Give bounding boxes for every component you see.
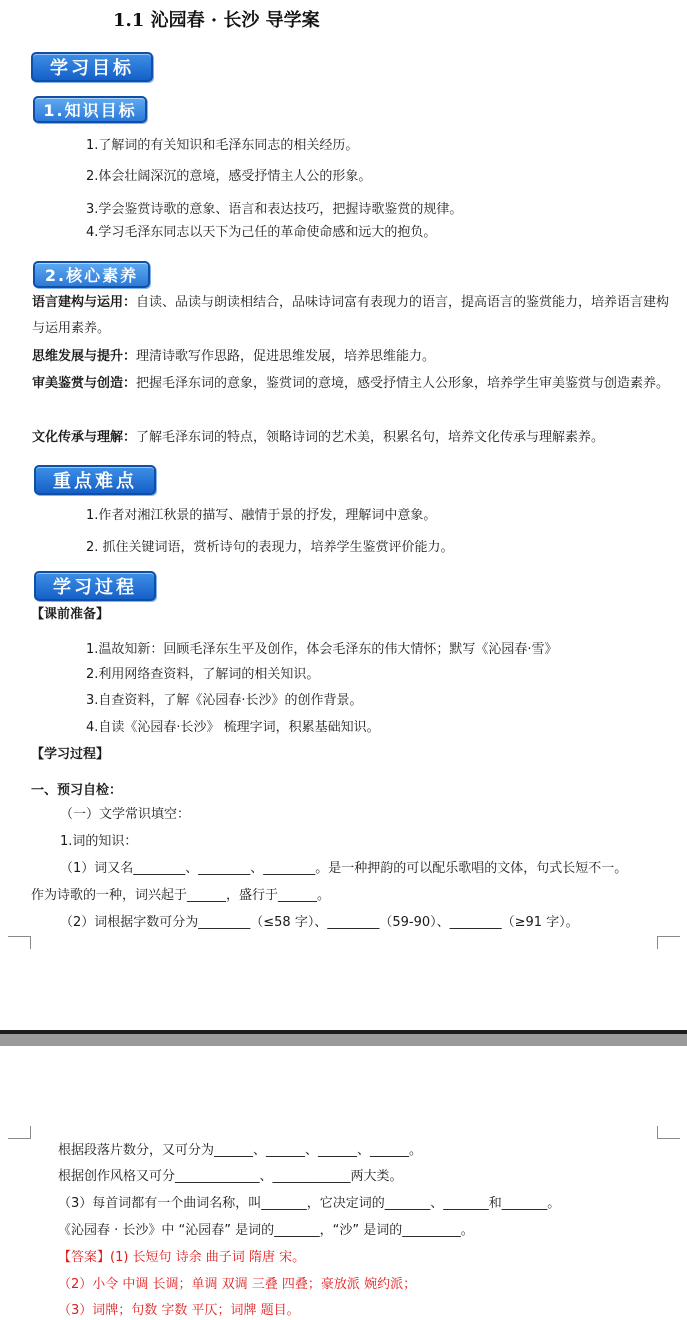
key-difficulties-badge: 重点难点: [34, 465, 156, 495]
core-item: [32, 425, 682, 451]
prep-item: 1.温故知新：回顾毛泽东生平及创作，体会毛泽东的伟大情怀；默写《沁园春·雪》: [86, 642, 558, 657]
question-line: （2）词根据字数可分为________（≤58 字）、________（59-90）、________（≥91 字）。: [60, 915, 579, 930]
question-line: （1）词又名________、________、________。是一种押韵的可以配乐歌唱的文体，句式长短不一。: [60, 861, 628, 876]
prep-item: 4.自读《沁园春·长沙》 梳理字词，积累基础知识。: [86, 720, 380, 735]
knowledge-item: 1.了解词的有关知识和毛泽东同志的相关经历。: [86, 138, 359, 153]
knowledge-item: 4.学习毛泽东同志以天下为己任的革命使命感和远大的抱负。: [86, 225, 437, 240]
knowledge-item: 3.学会鉴赏诗歌的意象、语言和表达技巧，把握诗歌鉴赏的规律。: [86, 202, 463, 217]
core-item-text: 理清诗歌写作思路，促进思维发展，培养思维能力。: [136, 349, 436, 364]
prep-item: 3.自查资料，了解《沁园春·长沙》的创作背景。: [86, 693, 363, 708]
core-item-label: 语言建构与运用：: [32, 295, 137, 310]
subheading: （一）文学常识填空：: [60, 807, 191, 822]
page-corner-mark: [657, 936, 680, 949]
prep-heading: 【课前准备】: [31, 607, 110, 622]
page-corner-mark: [657, 1126, 680, 1139]
core-item-label: 文化传承与理解：: [32, 430, 137, 445]
page-corner-mark: [8, 936, 31, 949]
core-item-text: 自读、品读与朗读相结合，品味诗词富有表现力的语言，提高语言的鉴赏能力，培养语言建构与运用素养。: [32, 295, 670, 336]
prep-item: 2.利用网络查资料，了解词的相关知识。: [86, 667, 320, 682]
page-title: 1.1 沁园春 · 长沙 导学案: [113, 10, 320, 31]
subheading: 1.词的知识：: [60, 834, 138, 849]
knowledge-item: 2.体会壮阔深沉的意境，感受抒情主人公的形象。: [86, 169, 372, 184]
core-item-label: 审美鉴赏与创造：: [32, 376, 137, 391]
core-item: [32, 371, 682, 397]
core-literacy-badge: 2.核心素养: [33, 261, 150, 288]
page-break-gap: [0, 1034, 687, 1046]
learning-goals-badge: 学习目标: [31, 52, 153, 82]
knowledge-goals-badge: 1.知识目标: [33, 96, 147, 123]
page-corner-mark: [8, 1126, 31, 1139]
question-line: 作为诗歌的一种，词兴起于______，盛行于______。: [31, 888, 331, 903]
key-item: 2. 抓住关键词语，赏析诗句的表现力，培养学生鉴赏评价能力。: [86, 540, 454, 555]
key-item: 1.作者对湘江秋景的描写、融情于景的抒发，理解词中意象。: [86, 508, 437, 523]
question-line: （3）每首词都有一个曲词名称，叫_______，它决定词的_______、_______和_______。: [58, 1196, 561, 1211]
answer-line: 【答案】(1) 长短句 诗余 曲子词 隋唐 宋。: [58, 1250, 306, 1265]
core-item-text: 了解毛泽东词的特点，领略诗词的艺术美，积累名句，培养文化传承与理解素养。: [136, 430, 605, 445]
core-item: [32, 344, 682, 370]
preview-heading: 一、预习自检：: [31, 783, 123, 798]
core-item: [32, 290, 682, 342]
answer-line: （2）小令 中调 长调；单调 双调 三叠 四叠；豪放派 婉约派；: [58, 1277, 417, 1292]
process-heading: 【学习过程】: [31, 747, 110, 762]
question-line: 根据创作风格又可分_____________、____________两大类。: [58, 1169, 403, 1184]
question-line: 《沁园春 · 长沙》中 “沁园春” 是词的_______，“沙” 是词的_________。: [58, 1223, 474, 1238]
learning-process-badge: 学习过程: [34, 571, 156, 601]
answer-line: （3）词牌；句数 字数 平仄；词牌 题目。: [58, 1303, 300, 1318]
core-item-label: 思维发展与提升：: [32, 349, 137, 364]
question-line: 根据段落片数分，又可分为______、______、______、______。: [58, 1143, 423, 1158]
core-item-text: 把握毛泽东词的意象，鉴赏词的意境，感受抒情主人公形象，培养学生审美鉴赏与创造素养。: [136, 376, 670, 391]
